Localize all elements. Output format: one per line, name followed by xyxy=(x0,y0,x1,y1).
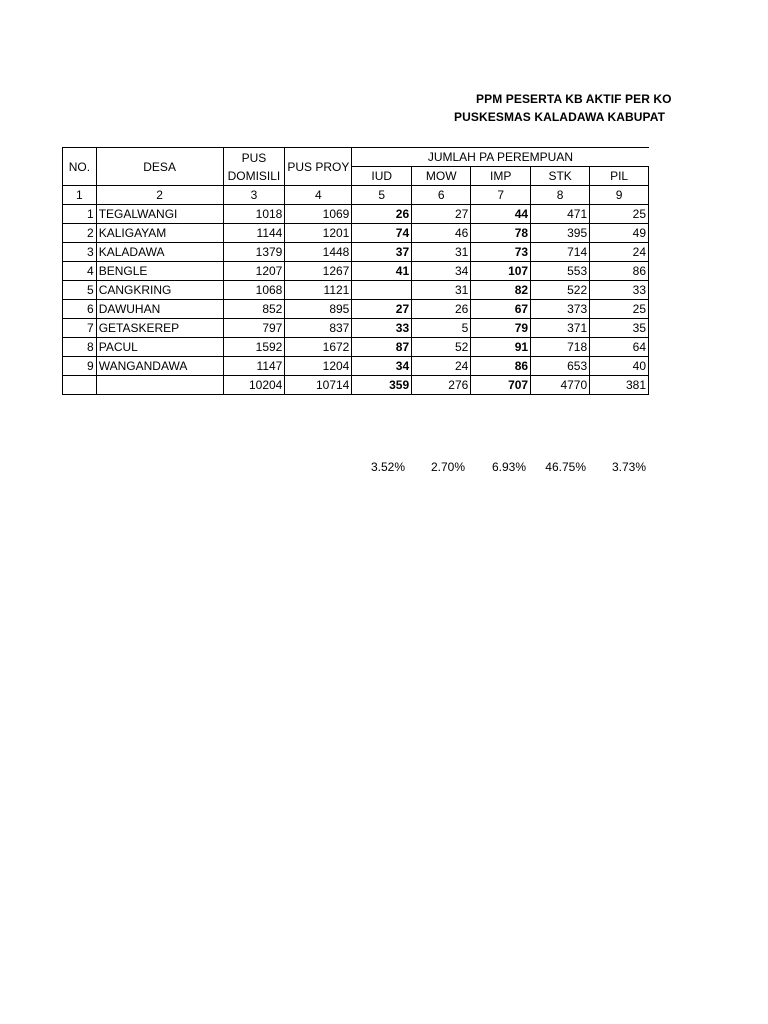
header-pil[interactable]: PIL xyxy=(590,167,649,186)
cell-iud[interactable] xyxy=(352,281,412,300)
cell-pil[interactable]: 25 xyxy=(590,205,649,224)
cell-pus-proy[interactable]: 1267 xyxy=(285,262,352,281)
cell-desa[interactable]: PACUL xyxy=(96,338,223,357)
total-imp[interactable]: 707 xyxy=(471,376,531,395)
cell-no[interactable]: 2 xyxy=(63,224,97,243)
cell-desa[interactable]: GETASKEREP xyxy=(96,319,223,338)
cell-no[interactable]: 1 xyxy=(63,205,97,224)
cell-desa[interactable]: TEGALWANGI xyxy=(96,205,223,224)
cell-desa[interactable]: KALIGAYAM xyxy=(96,224,223,243)
cell-imp[interactable]: 79 xyxy=(471,319,531,338)
cell-pus-proy[interactable]: 1121 xyxy=(285,281,352,300)
totals-row xyxy=(63,376,649,395)
total-pus-proy[interactable]: 10714 xyxy=(285,376,352,395)
cell-pus-domisili[interactable]: 1207 xyxy=(223,262,285,281)
cell-pus-proy[interactable]: 1204 xyxy=(285,357,352,376)
cell-mow[interactable]: 26 xyxy=(412,300,471,319)
cell-pus-domisili[interactable]: 1592 xyxy=(223,338,285,357)
cell-stk[interactable]: 522 xyxy=(531,281,590,300)
total-mow[interactable]: 276 xyxy=(412,376,471,395)
cell-mow[interactable]: 46 xyxy=(412,224,471,243)
cell-imp[interactable]: 91 xyxy=(471,338,531,357)
cell-no[interactable]: 9 xyxy=(63,357,97,376)
pct-mow[interactable]: 2.70% xyxy=(430,460,465,474)
cell-desa[interactable]: WANGANDAWA xyxy=(96,357,223,376)
table-row xyxy=(63,205,649,224)
cell-pus-proy[interactable]: 1069 xyxy=(285,205,352,224)
cell-imp[interactable]: 73 xyxy=(471,243,531,262)
header-pus-proy[interactable]: PUS PROY xyxy=(285,148,352,186)
column-number[interactable]: 3 xyxy=(223,186,285,205)
total-stk[interactable]: 4770 xyxy=(531,376,590,395)
cell-imp[interactable]: 44 xyxy=(471,205,531,224)
cell-stk[interactable]: 373 xyxy=(531,300,590,319)
report-title-line-1: PPM PESERTA KB AKTIF PER KO xyxy=(476,92,672,106)
cell-pil[interactable]: 40 xyxy=(590,357,649,376)
cell-iud[interactable]: 34 xyxy=(352,357,412,376)
header-no[interactable]: NO. xyxy=(63,148,97,186)
cell-stk[interactable]: 553 xyxy=(531,262,590,281)
pct-stk[interactable]: 46.75% xyxy=(545,460,586,474)
cell-iud[interactable]: 26 xyxy=(352,205,412,224)
cell-imp[interactable]: 86 xyxy=(471,357,531,376)
header-row xyxy=(63,148,649,167)
header-mow[interactable]: MOW xyxy=(412,167,471,186)
cell-empty[interactable] xyxy=(63,376,97,395)
cell-pus-proy[interactable]: 895 xyxy=(285,300,352,319)
cell-stk[interactable]: 471 xyxy=(531,205,590,224)
cell-pus-proy[interactable]: 1448 xyxy=(285,243,352,262)
pct-iud[interactable]: 3.52% xyxy=(370,460,405,474)
cell-pus-proy[interactable]: 1201 xyxy=(285,224,352,243)
cell-pil[interactable]: 24 xyxy=(590,243,649,262)
cell-pil[interactable]: 25 xyxy=(590,300,649,319)
cell-pus-domisili[interactable]: 1068 xyxy=(223,281,285,300)
column-number[interactable]: 4 xyxy=(285,186,352,205)
cell-mow[interactable]: 5 xyxy=(412,319,471,338)
table-row xyxy=(63,281,649,300)
header-iud[interactable]: IUD xyxy=(352,167,412,186)
cell-pus-domisili[interactable]: 797 xyxy=(223,319,285,338)
cell-pus-proy[interactable]: 1672 xyxy=(285,338,352,357)
cell-iud[interactable]: 27 xyxy=(352,300,412,319)
header-pus-domisili[interactable]: PUS DOMISILI xyxy=(223,148,285,186)
cell-mow[interactable]: 34 xyxy=(412,262,471,281)
cell-no[interactable]: 4 xyxy=(63,262,97,281)
column-number[interactable]: 9 xyxy=(590,186,649,205)
cell-stk[interactable]: 718 xyxy=(531,338,590,357)
cell-no[interactable]: 5 xyxy=(63,281,97,300)
cell-mow[interactable]: 31 xyxy=(412,243,471,262)
total-iud[interactable]: 359 xyxy=(352,376,412,395)
column-number[interactable]: 1 xyxy=(63,186,97,205)
cell-mow[interactable]: 27 xyxy=(412,205,471,224)
cell-pus-domisili[interactable]: 1144 xyxy=(223,224,285,243)
header-stk[interactable]: STK xyxy=(531,167,590,186)
cell-pil[interactable]: 33 xyxy=(590,281,649,300)
cell-pus-proy[interactable]: 837 xyxy=(285,319,352,338)
cell-desa[interactable]: KALADAWA xyxy=(96,243,223,262)
column-number[interactable]: 8 xyxy=(531,186,590,205)
total-pil[interactable]: 381 xyxy=(590,376,649,395)
cell-mow[interactable]: 52 xyxy=(412,338,471,357)
table-row xyxy=(63,224,649,243)
table-row xyxy=(63,338,649,357)
cell-iud[interactable]: 87 xyxy=(352,338,412,357)
table-row xyxy=(63,319,649,338)
cell-iud[interactable]: 37 xyxy=(352,243,412,262)
cell-empty[interactable] xyxy=(96,376,223,395)
column-number[interactable]: 6 xyxy=(412,186,471,205)
table-row xyxy=(63,243,649,262)
table-row xyxy=(63,300,649,319)
cell-no[interactable]: 6 xyxy=(63,300,97,319)
cell-pil[interactable]: 86 xyxy=(590,262,649,281)
total-pus-domisili[interactable]: 10204 xyxy=(223,376,285,395)
cell-stk[interactable]: 395 xyxy=(531,224,590,243)
cell-iud[interactable]: 74 xyxy=(352,224,412,243)
cell-desa[interactable]: CANGKRING xyxy=(96,281,223,300)
cell-pus-domisili[interactable]: 1147 xyxy=(223,357,285,376)
cell-pus-domisili[interactable]: 852 xyxy=(223,300,285,319)
header-jumlah-pa-perempuan[interactable]: JUMLAH PA PEREMPUAN xyxy=(352,148,649,167)
cell-desa[interactable]: DAWUHAN xyxy=(96,300,223,319)
cell-pil[interactable]: 64 xyxy=(590,338,649,357)
column-number[interactable]: 7 xyxy=(471,186,531,205)
cell-stk[interactable]: 653 xyxy=(531,357,590,376)
cell-stk[interactable]: 371 xyxy=(531,319,590,338)
report-title-line-2: PUSKESMAS KALADAWA KABUPAT xyxy=(454,110,666,124)
cell-stk[interactable]: 714 xyxy=(531,243,590,262)
cell-desa[interactable]: BENGLE xyxy=(96,262,223,281)
cell-pus-domisili[interactable]: 1379 xyxy=(223,243,285,262)
cell-no[interactable]: 3 xyxy=(63,243,97,262)
cell-pil[interactable]: 35 xyxy=(590,319,649,338)
cell-pus-domisili[interactable]: 1018 xyxy=(223,205,285,224)
cell-imp[interactable]: 82 xyxy=(471,281,531,300)
cell-mow[interactable]: 24 xyxy=(412,357,471,376)
column-number[interactable]: 5 xyxy=(352,186,412,205)
cell-imp[interactable]: 78 xyxy=(471,224,531,243)
cell-pil[interactable]: 49 xyxy=(590,224,649,243)
pct-pil[interactable]: 3.73% xyxy=(611,460,646,474)
pct-imp[interactable]: 6.93% xyxy=(491,460,526,474)
table-row xyxy=(63,262,649,281)
cell-mow[interactable]: 31 xyxy=(412,281,471,300)
cell-no[interactable]: 8 xyxy=(63,338,97,357)
cell-no[interactable]: 7 xyxy=(63,319,97,338)
table-row xyxy=(63,357,649,376)
kb-data-table xyxy=(62,147,649,395)
header-desa[interactable]: DESA xyxy=(96,148,223,186)
header-imp[interactable]: IMP xyxy=(471,167,531,186)
cell-imp[interactable]: 67 xyxy=(471,300,531,319)
column-number[interactable]: 2 xyxy=(96,186,223,205)
column-number-row xyxy=(63,186,649,205)
percentage-row xyxy=(346,458,648,476)
cell-iud[interactable]: 41 xyxy=(352,262,412,281)
cell-imp[interactable]: 107 xyxy=(471,262,531,281)
cell-iud[interactable]: 33 xyxy=(352,319,412,338)
